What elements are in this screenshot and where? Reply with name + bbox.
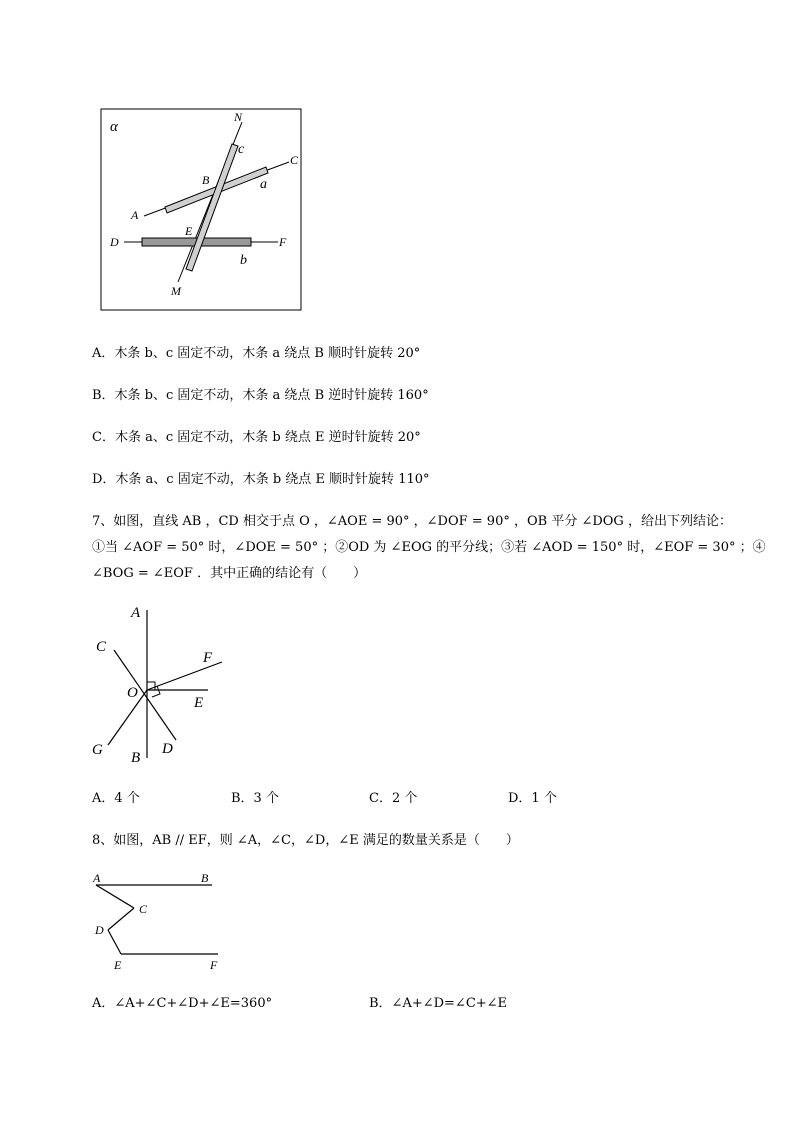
label-c-stick: c bbox=[238, 142, 245, 157]
plane-label: α bbox=[110, 119, 118, 135]
label-b-stick: b bbox=[240, 253, 247, 268]
label-e-point: E bbox=[185, 224, 193, 238]
label-b: B bbox=[131, 750, 141, 765]
figure-q7-angles bbox=[86, 600, 231, 765]
label-a-point: A bbox=[131, 208, 139, 222]
segment-de bbox=[108, 930, 121, 954]
label-d-point: D bbox=[110, 235, 119, 249]
q8-stem: 8、如图，AB // EF，则 ∠A，∠C，∠D，∠E 满足的数量关系是（ ） bbox=[92, 833, 519, 848]
label-f-point: F bbox=[279, 235, 287, 249]
q7-option-a: A．4 个 bbox=[92, 791, 140, 806]
segment-ac bbox=[96, 885, 134, 908]
label-c: C bbox=[96, 639, 107, 655]
figure-rotating-sticks bbox=[96, 106, 306, 314]
segment-cd bbox=[108, 908, 134, 930]
label-d: D bbox=[162, 741, 173, 757]
label-f: F bbox=[203, 650, 213, 666]
ray-of bbox=[147, 662, 222, 690]
label-f: F bbox=[210, 958, 218, 972]
q6-option-b: B．木条 b、c 固定不动，木条 a 绕点 B 逆时针旋转 160° bbox=[92, 388, 429, 403]
q6-option-a: A．木条 b、c 固定不动，木条 a 绕点 B 顺时针旋转 20° bbox=[92, 346, 421, 361]
label-a: A bbox=[93, 871, 101, 885]
label-b-point: B bbox=[202, 173, 210, 187]
label-m-point: M bbox=[171, 284, 181, 298]
q7-option-d: D．1 个 bbox=[508, 791, 557, 806]
q6-option-d: D．木条 a、c 固定不动，木条 b 绕点 E 顺时针旋转 110° bbox=[92, 472, 430, 487]
label-e: E bbox=[194, 695, 204, 711]
label-o: O bbox=[127, 685, 138, 701]
label-a-stick: a bbox=[260, 177, 267, 192]
q7-option-c: C．2 个 bbox=[369, 791, 418, 806]
q8-option-b: B．∠A+∠D=∠C+∠E bbox=[369, 996, 508, 1011]
figure-q8-parallel bbox=[88, 868, 228, 976]
q7-option-b: B．3 个 bbox=[231, 791, 279, 806]
q6-option-c: C．木条 a、c 固定不动，木条 b 绕点 E 逆时针旋转 20° bbox=[92, 430, 421, 445]
q7-stem-line2: ①当 ∠AOF = 50° 时，∠DOE = 50° ；②OD 为 ∠EOG 的平分线；③若 ∠AOD = 150° 时，∠EOF = 30° ；④ bbox=[92, 540, 766, 555]
label-e: E bbox=[114, 958, 122, 972]
label-c-point: C bbox=[290, 153, 299, 167]
label-n: N bbox=[234, 110, 243, 124]
label-b: B bbox=[201, 871, 209, 885]
label-g: G bbox=[92, 742, 103, 758]
q7-stem-line3: ∠BOG = ∠EOF ．其中正确的结论有（ ） bbox=[92, 566, 367, 581]
label-c: C bbox=[139, 902, 148, 916]
stick-c bbox=[186, 144, 238, 271]
label-a: A bbox=[131, 605, 141, 621]
q7-stem-line1: 7、如图，直线 AB ，CD 相交于点 O ，∠AOE = 90° ，∠DOF = 90° ，OB 平分 ∠DOG ，给出下列结论： bbox=[92, 514, 732, 529]
line-cd bbox=[114, 650, 176, 740]
label-d: D bbox=[95, 923, 104, 937]
q8-option-a: A．∠A+∠C+∠D+∠E=360° bbox=[92, 996, 273, 1011]
